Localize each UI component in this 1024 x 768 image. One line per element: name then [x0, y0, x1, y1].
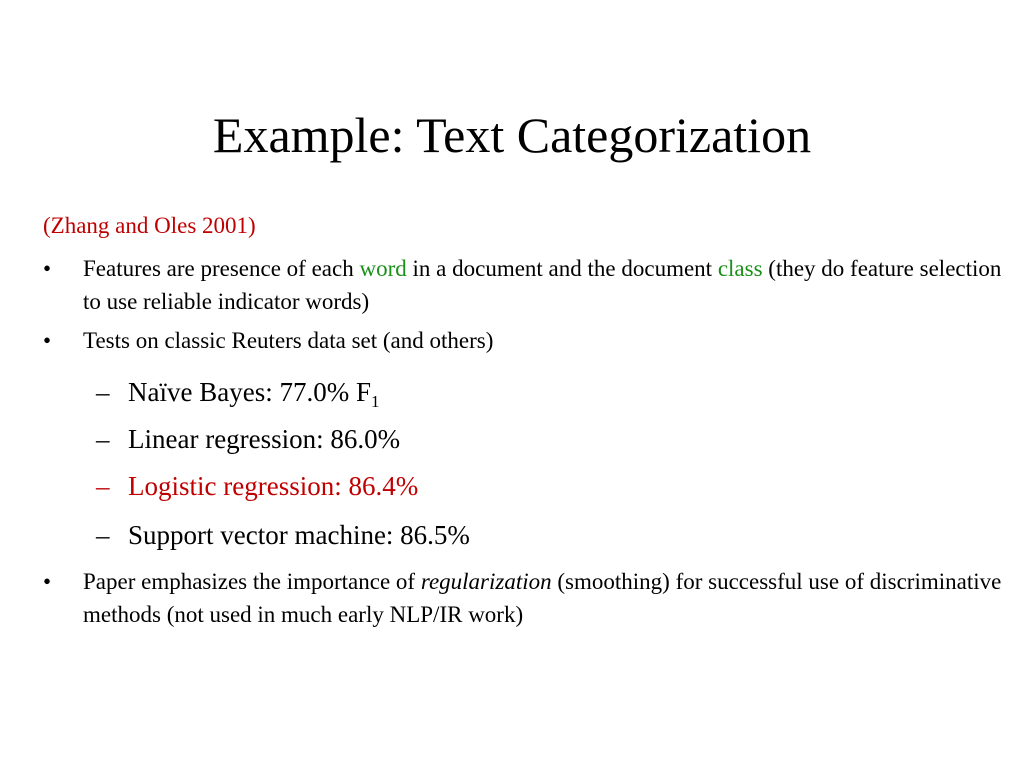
bullet-features-text — [83, 252, 1003, 318]
result-logistic-regression — [96, 468, 418, 504]
bullet-mark: • — [43, 328, 52, 353]
sub-bullet-mark: – — [96, 471, 110, 501]
bullet-regularization — [43, 565, 1003, 631]
bullet-features — [43, 252, 1003, 318]
bullet-features-part2: in a document and the document — [406, 256, 718, 281]
slide-title: Example: Text Categorization — [212, 107, 812, 163]
bullet-regularization-text — [83, 565, 1003, 631]
result-label: Logistic regression: 86.4% — [128, 471, 419, 501]
result-label: Naïve Bayes: 77.0% F — [128, 377, 371, 407]
bullet-regularization-part1: Paper emphasizes the importance of — [83, 569, 421, 594]
result-linear-regression — [96, 421, 400, 457]
sub-bullet-mark: – — [96, 377, 110, 407]
highlight-class: class — [717, 256, 763, 281]
sub-bullet-mark: – — [96, 424, 110, 454]
bullet-features-part3: (they do feature selection to use reliable indicator words) — [83, 256, 1002, 314]
bullet-tests-text: Tests on classic Reuters data set (and others) — [83, 328, 494, 353]
emphasis-regularization: regularization — [420, 569, 552, 594]
result-label: Support vector machine: 86.5% — [128, 520, 470, 550]
bullet-mark: • — [43, 256, 52, 281]
result-svm — [96, 517, 470, 553]
sub-bullet-mark: – — [96, 520, 110, 550]
result-label: Linear regression: 86.0% — [128, 424, 401, 454]
citation: (Zhang and Oles 2001) — [43, 213, 256, 238]
highlight-word: word — [359, 256, 407, 281]
result-subscript: 1 — [370, 392, 380, 411]
result-naive-bayes — [96, 374, 379, 410]
bullet-features-part1: Features are presence of each — [83, 256, 360, 281]
bullet-regularization-part2: (smoothing) for successful use of discriminative methods (not used in much early NLP/IR work) — [83, 569, 1002, 627]
bullet-mark: • — [43, 569, 52, 594]
bullet-tests — [43, 324, 1003, 357]
